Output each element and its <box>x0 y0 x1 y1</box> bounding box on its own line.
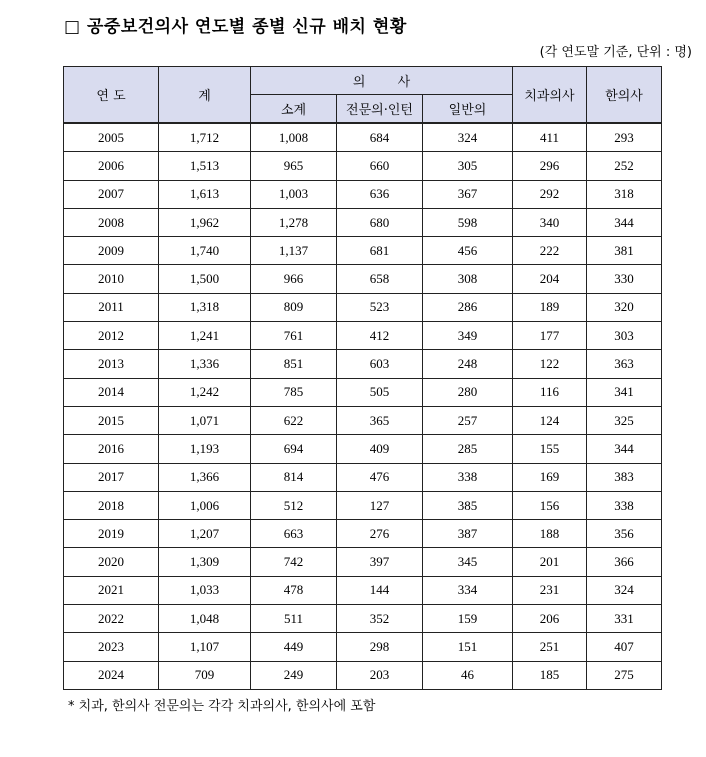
oriental-cell: 320 <box>587 293 662 321</box>
oriental-cell: 303 <box>587 322 662 350</box>
general-cell: 285 <box>423 435 513 463</box>
year-cell: 2014 <box>64 378 159 406</box>
subtotal-cell: 785 <box>251 378 337 406</box>
table-row <box>64 463 662 491</box>
general-cell: 248 <box>423 350 513 378</box>
total-cell: 1,309 <box>159 548 251 576</box>
subtotal-cell: 478 <box>251 576 337 604</box>
subtotal-cell: 511 <box>251 605 337 633</box>
year-cell: 2007 <box>64 180 159 208</box>
general-cell: 305 <box>423 152 513 180</box>
subtotal-cell: 449 <box>251 633 337 661</box>
oriental-cell: 275 <box>587 661 662 689</box>
total-cell: 1,962 <box>159 208 251 236</box>
header-general: 일반의 <box>423 95 513 124</box>
year-cell: 2021 <box>64 576 159 604</box>
total-cell: 1,207 <box>159 520 251 548</box>
total-cell: 1,048 <box>159 605 251 633</box>
general-cell: 324 <box>423 123 513 152</box>
dentist-cell: 222 <box>513 237 587 265</box>
table-row <box>64 123 662 152</box>
total-cell: 1,193 <box>159 435 251 463</box>
dentist-cell: 189 <box>513 293 587 321</box>
table-row <box>64 378 662 406</box>
year-cell: 2011 <box>64 293 159 321</box>
oriental-cell: 383 <box>587 463 662 491</box>
oriental-cell: 356 <box>587 520 662 548</box>
table-row <box>64 406 662 434</box>
specialist-cell: 476 <box>337 463 423 491</box>
general-cell: 159 <box>423 605 513 633</box>
table-row <box>64 322 662 350</box>
year-cell: 2006 <box>64 152 159 180</box>
year-cell: 2008 <box>64 208 159 236</box>
year-cell: 2005 <box>64 123 159 152</box>
table-row <box>64 265 662 293</box>
oriental-cell: 344 <box>587 435 662 463</box>
year-cell: 2024 <box>64 661 159 689</box>
year-cell: 2015 <box>64 406 159 434</box>
oriental-cell: 330 <box>587 265 662 293</box>
oriental-cell: 366 <box>587 548 662 576</box>
dentist-cell: 206 <box>513 605 587 633</box>
general-cell: 46 <box>423 661 513 689</box>
subtotal-cell: 1,137 <box>251 237 337 265</box>
oriental-cell: 331 <box>587 605 662 633</box>
general-cell: 151 <box>423 633 513 661</box>
subtotal-cell: 249 <box>251 661 337 689</box>
general-cell: 338 <box>423 463 513 491</box>
general-cell: 598 <box>423 208 513 236</box>
total-cell: 1,071 <box>159 406 251 434</box>
general-cell: 349 <box>423 322 513 350</box>
specialist-cell: 681 <box>337 237 423 265</box>
table-row <box>64 350 662 378</box>
year-cell: 2012 <box>64 322 159 350</box>
year-cell: 2013 <box>64 350 159 378</box>
dentist-cell: 169 <box>513 463 587 491</box>
dentist-cell: 411 <box>513 123 587 152</box>
dentist-cell: 177 <box>513 322 587 350</box>
specialist-cell: 144 <box>337 576 423 604</box>
table-row <box>64 548 662 576</box>
dentist-cell: 188 <box>513 520 587 548</box>
general-cell: 280 <box>423 378 513 406</box>
general-cell: 387 <box>423 520 513 548</box>
header-subtotal: 소계 <box>251 95 337 124</box>
year-cell: 2009 <box>64 237 159 265</box>
header-year: 연 도 <box>64 67 159 124</box>
dentist-cell: 204 <box>513 265 587 293</box>
table-row <box>64 576 662 604</box>
dentist-cell: 116 <box>513 378 587 406</box>
subtotal-cell: 814 <box>251 463 337 491</box>
table-row <box>64 293 662 321</box>
specialist-cell: 397 <box>337 548 423 576</box>
oriental-cell: 407 <box>587 633 662 661</box>
specialist-cell: 636 <box>337 180 423 208</box>
subtotal-cell: 761 <box>251 322 337 350</box>
oriental-cell: 363 <box>587 350 662 378</box>
oriental-cell: 325 <box>587 406 662 434</box>
total-cell: 1,318 <box>159 293 251 321</box>
total-cell: 1,500 <box>159 265 251 293</box>
oriental-cell: 293 <box>587 123 662 152</box>
specialist-cell: 276 <box>337 520 423 548</box>
specialist-cell: 203 <box>337 661 423 689</box>
header-doctor-group: 의 사 <box>251 67 513 95</box>
oriental-cell: 318 <box>587 180 662 208</box>
total-cell: 1,712 <box>159 123 251 152</box>
general-cell: 456 <box>423 237 513 265</box>
table-row <box>64 237 662 265</box>
specialist-cell: 658 <box>337 265 423 293</box>
subtotal-cell: 851 <box>251 350 337 378</box>
oriental-cell: 252 <box>587 152 662 180</box>
year-cell: 2018 <box>64 491 159 519</box>
specialist-cell: 603 <box>337 350 423 378</box>
total-cell: 1,033 <box>159 576 251 604</box>
total-cell: 1,336 <box>159 350 251 378</box>
specialist-cell: 365 <box>337 406 423 434</box>
dentist-cell: 296 <box>513 152 587 180</box>
dentist-cell: 251 <box>513 633 587 661</box>
subtotal-cell: 809 <box>251 293 337 321</box>
subtotal-cell: 663 <box>251 520 337 548</box>
oriental-cell: 381 <box>587 237 662 265</box>
subtotal-cell: 512 <box>251 491 337 519</box>
subtotal-cell: 622 <box>251 406 337 434</box>
general-cell: 367 <box>423 180 513 208</box>
dentist-cell: 201 <box>513 548 587 576</box>
dentist-cell: 155 <box>513 435 587 463</box>
dentist-cell: 124 <box>513 406 587 434</box>
specialist-cell: 352 <box>337 605 423 633</box>
year-cell: 2017 <box>64 463 159 491</box>
total-cell: 1,613 <box>159 180 251 208</box>
total-cell: 1,366 <box>159 463 251 491</box>
page-title: □ 공중보건의사 연도별 종별 신규 배치 현황 <box>64 17 407 37</box>
subtotal-cell: 1,008 <box>251 123 337 152</box>
subtotal-cell: 742 <box>251 548 337 576</box>
general-cell: 286 <box>423 293 513 321</box>
total-cell: 1,242 <box>159 378 251 406</box>
general-cell: 345 <box>423 548 513 576</box>
table-row <box>64 152 662 180</box>
header-oriental: 한의사 <box>587 67 662 124</box>
table-row <box>64 605 662 633</box>
header-total: 계 <box>159 67 251 124</box>
year-cell: 2020 <box>64 548 159 576</box>
specialist-cell: 523 <box>337 293 423 321</box>
header-specialist: 전문의·인턴 <box>337 95 423 124</box>
specialist-cell: 684 <box>337 123 423 152</box>
year-cell: 2010 <box>64 265 159 293</box>
year-cell: 2023 <box>64 633 159 661</box>
subtotal-cell: 966 <box>251 265 337 293</box>
total-cell: 1,740 <box>159 237 251 265</box>
table-row <box>64 633 662 661</box>
specialist-cell: 409 <box>337 435 423 463</box>
footnote: * 치과, 한의사 전문의는 각각 치과의사, 한의사에 포함 <box>68 699 376 714</box>
table-body <box>64 123 662 689</box>
subtotal-cell: 694 <box>251 435 337 463</box>
specialist-cell: 505 <box>337 378 423 406</box>
total-cell: 1,006 <box>159 491 251 519</box>
oriental-cell: 341 <box>587 378 662 406</box>
specialist-cell: 412 <box>337 322 423 350</box>
table-row <box>64 208 662 236</box>
header-dentist: 치과의사 <box>513 67 587 124</box>
table-row <box>64 661 662 689</box>
oriental-cell: 324 <box>587 576 662 604</box>
total-cell: 1,107 <box>159 633 251 661</box>
specialist-cell: 660 <box>337 152 423 180</box>
table-row <box>64 180 662 208</box>
total-cell: 709 <box>159 661 251 689</box>
total-cell: 1,513 <box>159 152 251 180</box>
total-cell: 1,241 <box>159 322 251 350</box>
subtotal-cell: 1,278 <box>251 208 337 236</box>
subtotal-cell: 965 <box>251 152 337 180</box>
dentist-cell: 231 <box>513 576 587 604</box>
dentist-cell: 156 <box>513 491 587 519</box>
placement-table <box>63 66 662 690</box>
general-cell: 257 <box>423 406 513 434</box>
dentist-cell: 122 <box>513 350 587 378</box>
oriental-cell: 338 <box>587 491 662 519</box>
dentist-cell: 185 <box>513 661 587 689</box>
general-cell: 334 <box>423 576 513 604</box>
specialist-cell: 680 <box>337 208 423 236</box>
subtotal-cell: 1,003 <box>251 180 337 208</box>
specialist-cell: 127 <box>337 491 423 519</box>
general-cell: 385 <box>423 491 513 519</box>
year-cell: 2016 <box>64 435 159 463</box>
year-cell: 2019 <box>64 520 159 548</box>
table-row <box>64 520 662 548</box>
year-cell: 2022 <box>64 605 159 633</box>
unit-note: (각 연도말 기준, 단위 : 명) <box>539 45 692 60</box>
dentist-cell: 292 <box>513 180 587 208</box>
specialist-cell: 298 <box>337 633 423 661</box>
table-row <box>64 435 662 463</box>
table-row <box>64 491 662 519</box>
dentist-cell: 340 <box>513 208 587 236</box>
general-cell: 308 <box>423 265 513 293</box>
oriental-cell: 344 <box>587 208 662 236</box>
